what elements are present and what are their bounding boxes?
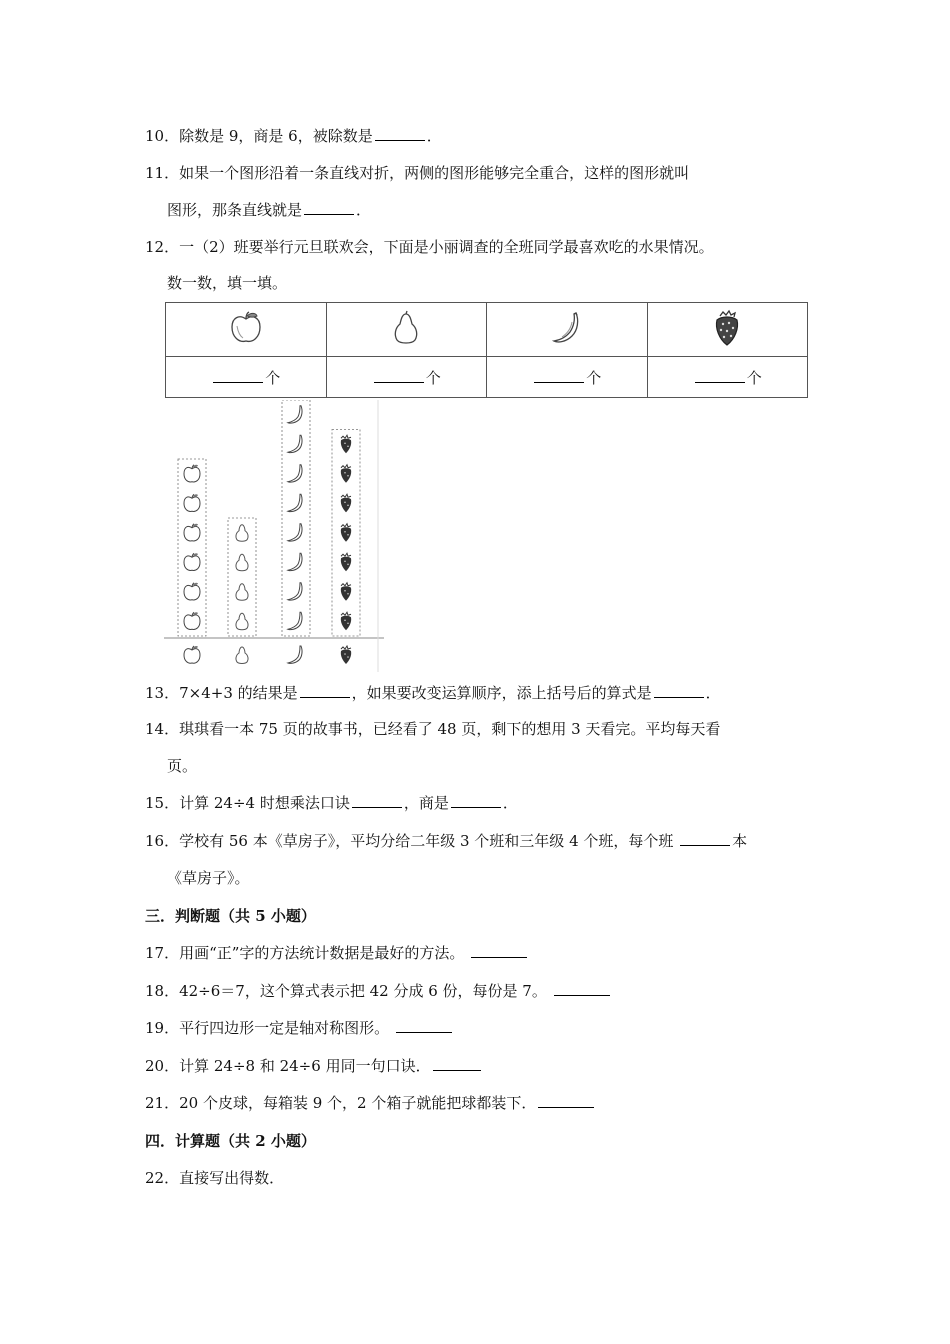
question-13: 13．7×4+3 的结果是 ，如果要改变运算顺序，添上括号后的算式是 ． <box>145 684 721 702</box>
strawberry-count-cell: 个 <box>647 357 808 398</box>
answer-blank[interactable] <box>300 683 350 698</box>
pear-legend-icon <box>236 647 248 664</box>
strawberry-legend-icon <box>341 646 351 664</box>
strawberry-cell <box>647 303 808 357</box>
answer-blank[interactable] <box>352 793 402 808</box>
answer-blank[interactable] <box>375 126 425 141</box>
section-3-heading: 三．判断题（共 5 小题） <box>145 907 316 925</box>
banana-icon <box>288 553 302 570</box>
strawberry-icon <box>341 435 351 453</box>
apple-icon <box>184 612 200 629</box>
question-14-cont: 页。 <box>167 757 198 775</box>
apple-icon <box>184 494 200 511</box>
pictograph-legend <box>184 646 351 664</box>
banana-icon <box>288 583 302 600</box>
banana-column <box>282 400 310 636</box>
apple-icon <box>184 553 200 570</box>
apple-icon <box>184 465 200 482</box>
banana-legend-icon <box>288 646 302 663</box>
answer-blank[interactable] <box>213 368 263 383</box>
strawberry-icon <box>341 553 351 571</box>
strawberry-icon <box>341 583 351 601</box>
answer-blank[interactable] <box>396 1018 452 1033</box>
apple-column <box>178 459 206 636</box>
banana-icon <box>288 494 302 511</box>
question-18: 18．42÷6＝7，这个算式表示把 42 分成 6 份，每份是 7。 <box>145 981 612 1001</box>
strawberry-icon <box>341 612 351 630</box>
banana-column-frame <box>282 400 310 636</box>
pear-icon <box>236 584 248 601</box>
answer-blank[interactable] <box>433 1056 481 1071</box>
question-21: 21．20 个皮球，每箱装 9 个，2 个箱子就能把球都装下． <box>145 1093 596 1113</box>
apple-icon <box>229 310 263 346</box>
question-16: 16．学校有 56 本《草房子》，平均分给二年级 3 个班和三年级 4 个班，每个班 本 <box>145 832 748 850</box>
question-14: 14．琪琪看一本 75 页的故事书，已经看了 48 页，剩下的想用 3 天看完。平均每天看 <box>145 720 721 738</box>
fruit-pictograph <box>164 400 384 672</box>
apple-icon <box>184 583 200 600</box>
section-4-heading: 四．计算题（共 2 小题） <box>145 1132 316 1150</box>
answer-blank[interactable] <box>304 200 354 215</box>
answer-blank[interactable] <box>680 831 730 846</box>
pear-count-cell: 个 <box>326 357 487 398</box>
answer-blank[interactable] <box>471 943 527 958</box>
pear-column-frame <box>228 518 256 636</box>
answer-blank[interactable] <box>654 683 704 698</box>
question-11: 11．如果一个图形沿着一条直线对折，两侧的图形能够完全重合，这样的图形就叫 <box>145 164 690 182</box>
strawberry-icon <box>712 309 742 347</box>
pear-icon <box>236 613 248 630</box>
strawberry-column <box>332 430 360 637</box>
banana-icon <box>288 465 302 482</box>
question-20: 20．计算 24÷8 和 24÷6 用同一句口诀． <box>145 1056 483 1076</box>
apple-cell <box>166 303 327 357</box>
pictograph-svg <box>164 400 384 672</box>
pear-cell <box>326 303 487 357</box>
banana-icon <box>288 524 302 541</box>
question-11-cont: 图形，那条直线就是 ． <box>167 201 372 219</box>
strawberry-icon <box>341 524 351 542</box>
pear-column <box>228 518 256 636</box>
question-10: 10．除数是 9，商是 6，被除数是 ． <box>145 127 442 145</box>
answer-blank[interactable] <box>554 981 610 996</box>
answer-blank[interactable] <box>534 368 584 383</box>
question-17: 17．用画“正”字的方法统计数据是最好的方法。 <box>145 943 529 963</box>
question-16-cont: 《草房子》。 <box>167 869 250 887</box>
question-22: 22．直接写出得数． <box>145 1169 285 1187</box>
banana-count-cell: 个 <box>487 357 648 398</box>
fruit-count-table <box>165 302 808 398</box>
banana-icon <box>288 406 302 423</box>
question-12: 12．一（2）班要举行元旦联欢会，下面是小丽调查的全班同学最喜欢吃的水果情况。 <box>145 238 714 256</box>
apple-column-frame <box>178 459 206 636</box>
pear-icon <box>391 310 421 346</box>
question-19: 19．平行四边形一定是轴对称图形。 <box>145 1018 454 1038</box>
banana-cell <box>487 303 648 357</box>
apple-legend-icon <box>184 646 200 663</box>
answer-blank[interactable] <box>451 793 501 808</box>
question-12-sub: 数一数，填一填。 <box>167 274 288 292</box>
question-15: 15．计算 24÷4 时想乘法口诀 ，商是 ． <box>145 794 518 812</box>
answer-blank[interactable] <box>695 368 745 383</box>
answer-blank[interactable] <box>538 1093 594 1108</box>
answer-blank[interactable] <box>374 368 424 383</box>
pear-icon <box>236 525 248 542</box>
banana-icon <box>288 435 302 452</box>
strawberry-icon <box>341 465 351 483</box>
pear-icon <box>236 554 248 571</box>
banana-icon <box>550 310 584 346</box>
pictograph-columns <box>178 400 360 636</box>
banana-icon <box>288 612 302 629</box>
strawberry-icon <box>341 494 351 512</box>
apple-count-cell: 个 <box>166 357 327 398</box>
apple-icon <box>184 524 200 541</box>
